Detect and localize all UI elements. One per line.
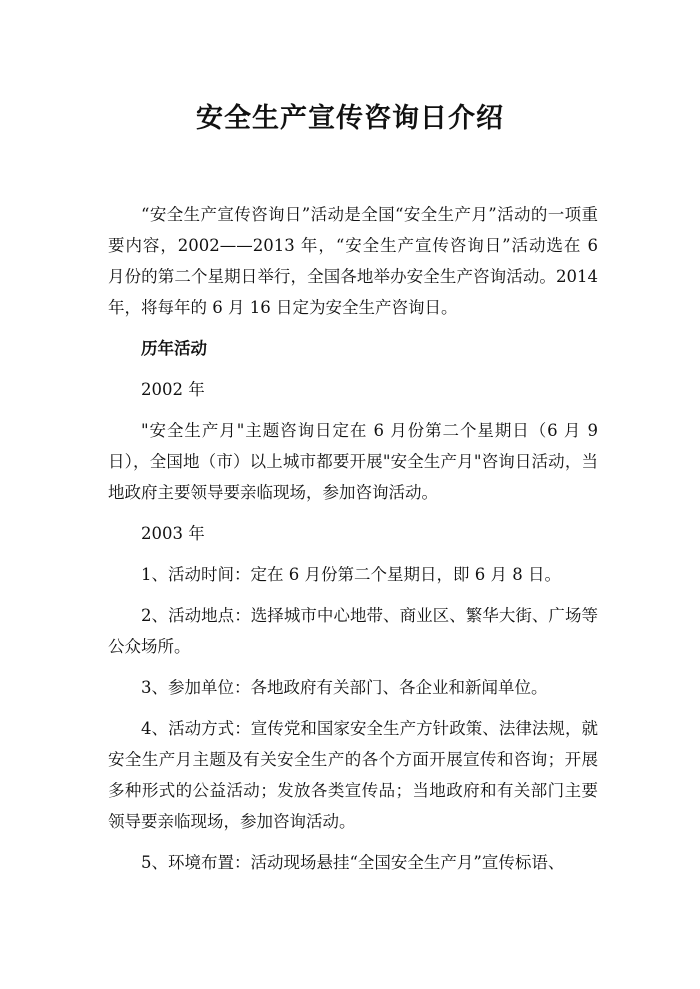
intro-paragraph: “安全生产宣传咨询日”活动是全国“安全生产月”活动的一项重要内容，2002——2013 年，“安全生产宣传咨询日”活动选在 6 月份的第二个星期日举行，全国各地举办安全生产咨询活动。2014 年，将每年的 6 月 16 日定为安全生产咨询日。: [108, 205, 598, 317]
item-3-paragraph: 3、参加单位：各地政府有关部门、各企业和新闻单位。: [141, 678, 548, 697]
item-5-paragraph: 5、环境布置：活动现场悬挂“全国安全生产月”宣传标语、: [141, 853, 565, 872]
item-4-paragraph: 4、活动方式：宣传党和国家安全生产方针政策、法律法规，就安全生产月主题及有关安全生产的各个方面开展宣传和咨询；开展多种形式的公益活动；发放各类宣传品；当地政府和有关部门主要领导要亲临现场，参加咨询活动。: [108, 719, 598, 831]
item-1-paragraph: 1、活动时间：定在 6 月份第二个星期日，即 6 月 8 日。: [141, 565, 561, 584]
year-2002-heading: 2002 年: [141, 380, 205, 399]
paragraph-2002: "安全生产月"主题咨询日定在 6 月份第二个星期日（6 月 9 日），全国地（市）以上城市都要开展"安全生产月"咨询日活动，当地政府主要领导要亲临现场，参加咨询活动。: [108, 421, 598, 502]
item-2-paragraph: 2、活动地点：选择城市中心地带、商业区、繁华大街、广场等公众场所。: [108, 606, 598, 656]
year-2003-heading: 2003 年: [141, 524, 205, 543]
history-heading: 历年活动: [141, 339, 207, 358]
document-body: [108, 199, 598, 888]
page-title: 安全生产宣传咨询日介绍: [196, 103, 504, 134]
